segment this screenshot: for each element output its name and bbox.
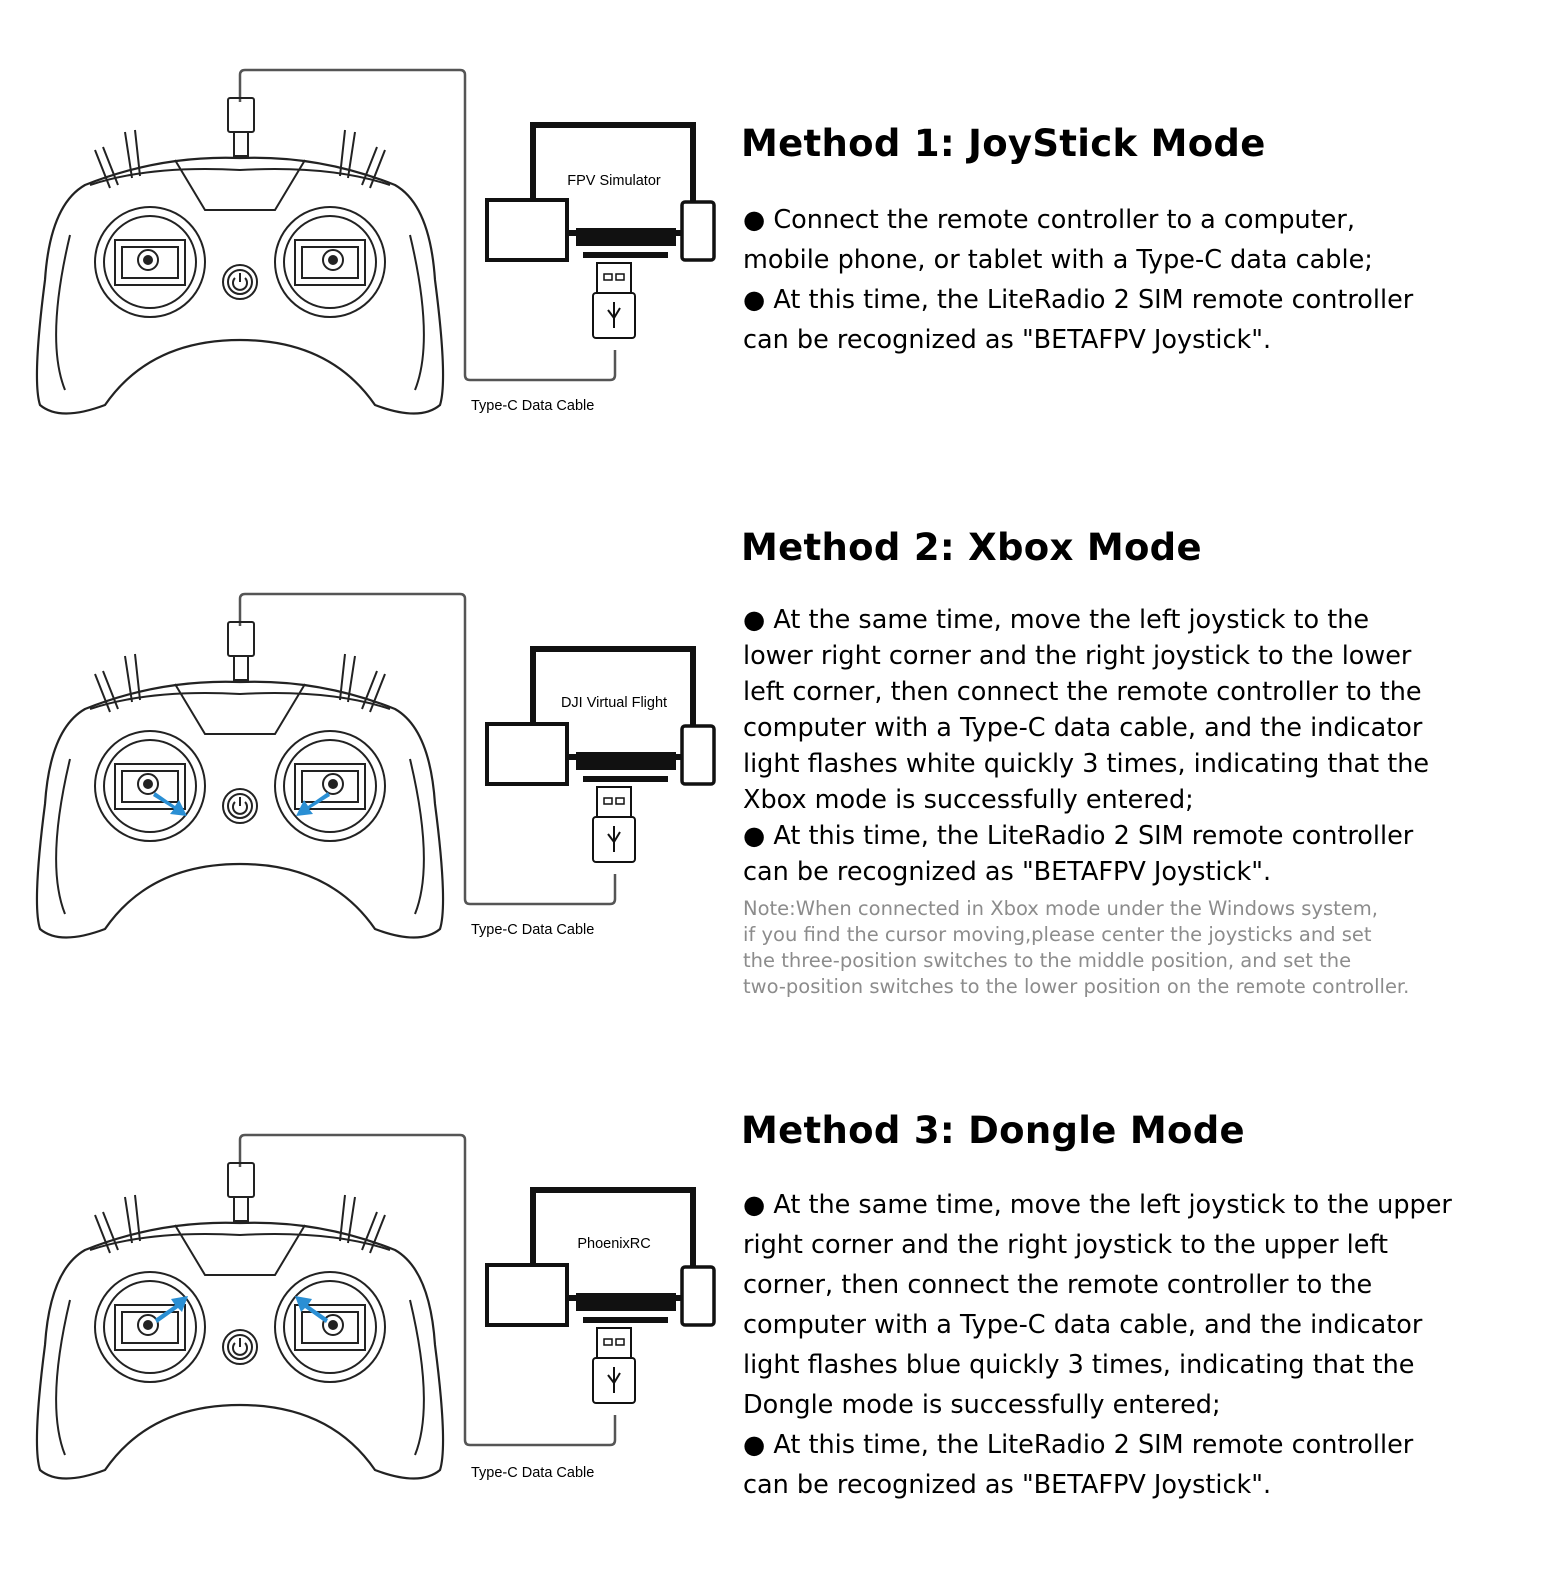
- bullet-item: ● At the same time, move the left joystick to the upper right corner and the right joystick to the upper left corner, then connect the remote controller to the computer with a Type-C data cable, and the indicator light flashes blue quickly 3 times, indicating that the Dongle mode is successfully entered;: [743, 1190, 1452, 1420]
- cable-label: Type-C Data Cable: [471, 1465, 595, 1481]
- method-bullets: [743, 200, 1543, 360]
- method-3-section: [0, 1109, 1568, 1535]
- screen-label: FPV Simulator: [567, 173, 661, 189]
- joystick-direction-arrows: [153, 792, 330, 816]
- method-title: Method 3: Dongle Mode: [741, 1109, 1245, 1152]
- method-1-section: [0, 50, 1568, 450]
- left-stick-arrow: [155, 1296, 188, 1323]
- method-1-connection-diagram: [0, 50, 730, 510]
- left-stick-arrow: [153, 792, 187, 816]
- method-2-section: [0, 526, 1568, 1014]
- right-stick-arrow: [295, 1296, 328, 1323]
- bullet-item: ● At this time, the LiteRadio 2 SIM remote controller can be recognized as "BETAFPV Joystick".: [743, 821, 1414, 887]
- screen-label: DJI Virtual Flight: [560, 695, 668, 711]
- devices-illustration: [487, 1190, 714, 1403]
- method-bullets: [743, 602, 1543, 890]
- bullet-item: ● At this time, the LiteRadio 2 SIM remote controller can be recognized as "BETAFPV Joystick".: [743, 285, 1414, 355]
- method-bullets: [743, 1185, 1543, 1505]
- bullet-item: ● At the same time, move the left joystick to the lower right corner and the right joystick to the lower left corner, then connect the remote controller to the computer with a Type-C data cable, and the indicator light flashes white quickly 3 times, indicating that the Xbox mode is successfully entered;: [743, 605, 1430, 815]
- devices-illustration: [487, 649, 714, 862]
- method-title: Method 2: Xbox Mode: [741, 526, 1202, 569]
- windows-note: Note:When connected in Xbox mode under the Windows system, if you find the cursor moving,please center the joysticks and set the three-position switches to the middle position, and set the two-position switches to the lower position on the remote controller.: [743, 897, 1410, 998]
- method-3-connection-diagram: [0, 1115, 730, 1575]
- bullet-item: ● At this time, the LiteRadio 2 SIM remote controller can be recognized as "BETAFPV Joystick".: [743, 1430, 1414, 1500]
- method-title: Method 1: JoyStick Mode: [741, 122, 1266, 165]
- method-2-connection-diagram: [0, 574, 730, 1034]
- cable-label: Type-C Data Cable: [471, 398, 595, 414]
- cable-label: Type-C Data Cable: [471, 922, 595, 938]
- bullet-item: ● Connect the remote controller to a computer, mobile phone, or tablet with a Type-C data cable;: [743, 205, 1373, 275]
- screen-label: PhoenixRC: [577, 1236, 651, 1252]
- devices-illustration: [487, 125, 714, 338]
